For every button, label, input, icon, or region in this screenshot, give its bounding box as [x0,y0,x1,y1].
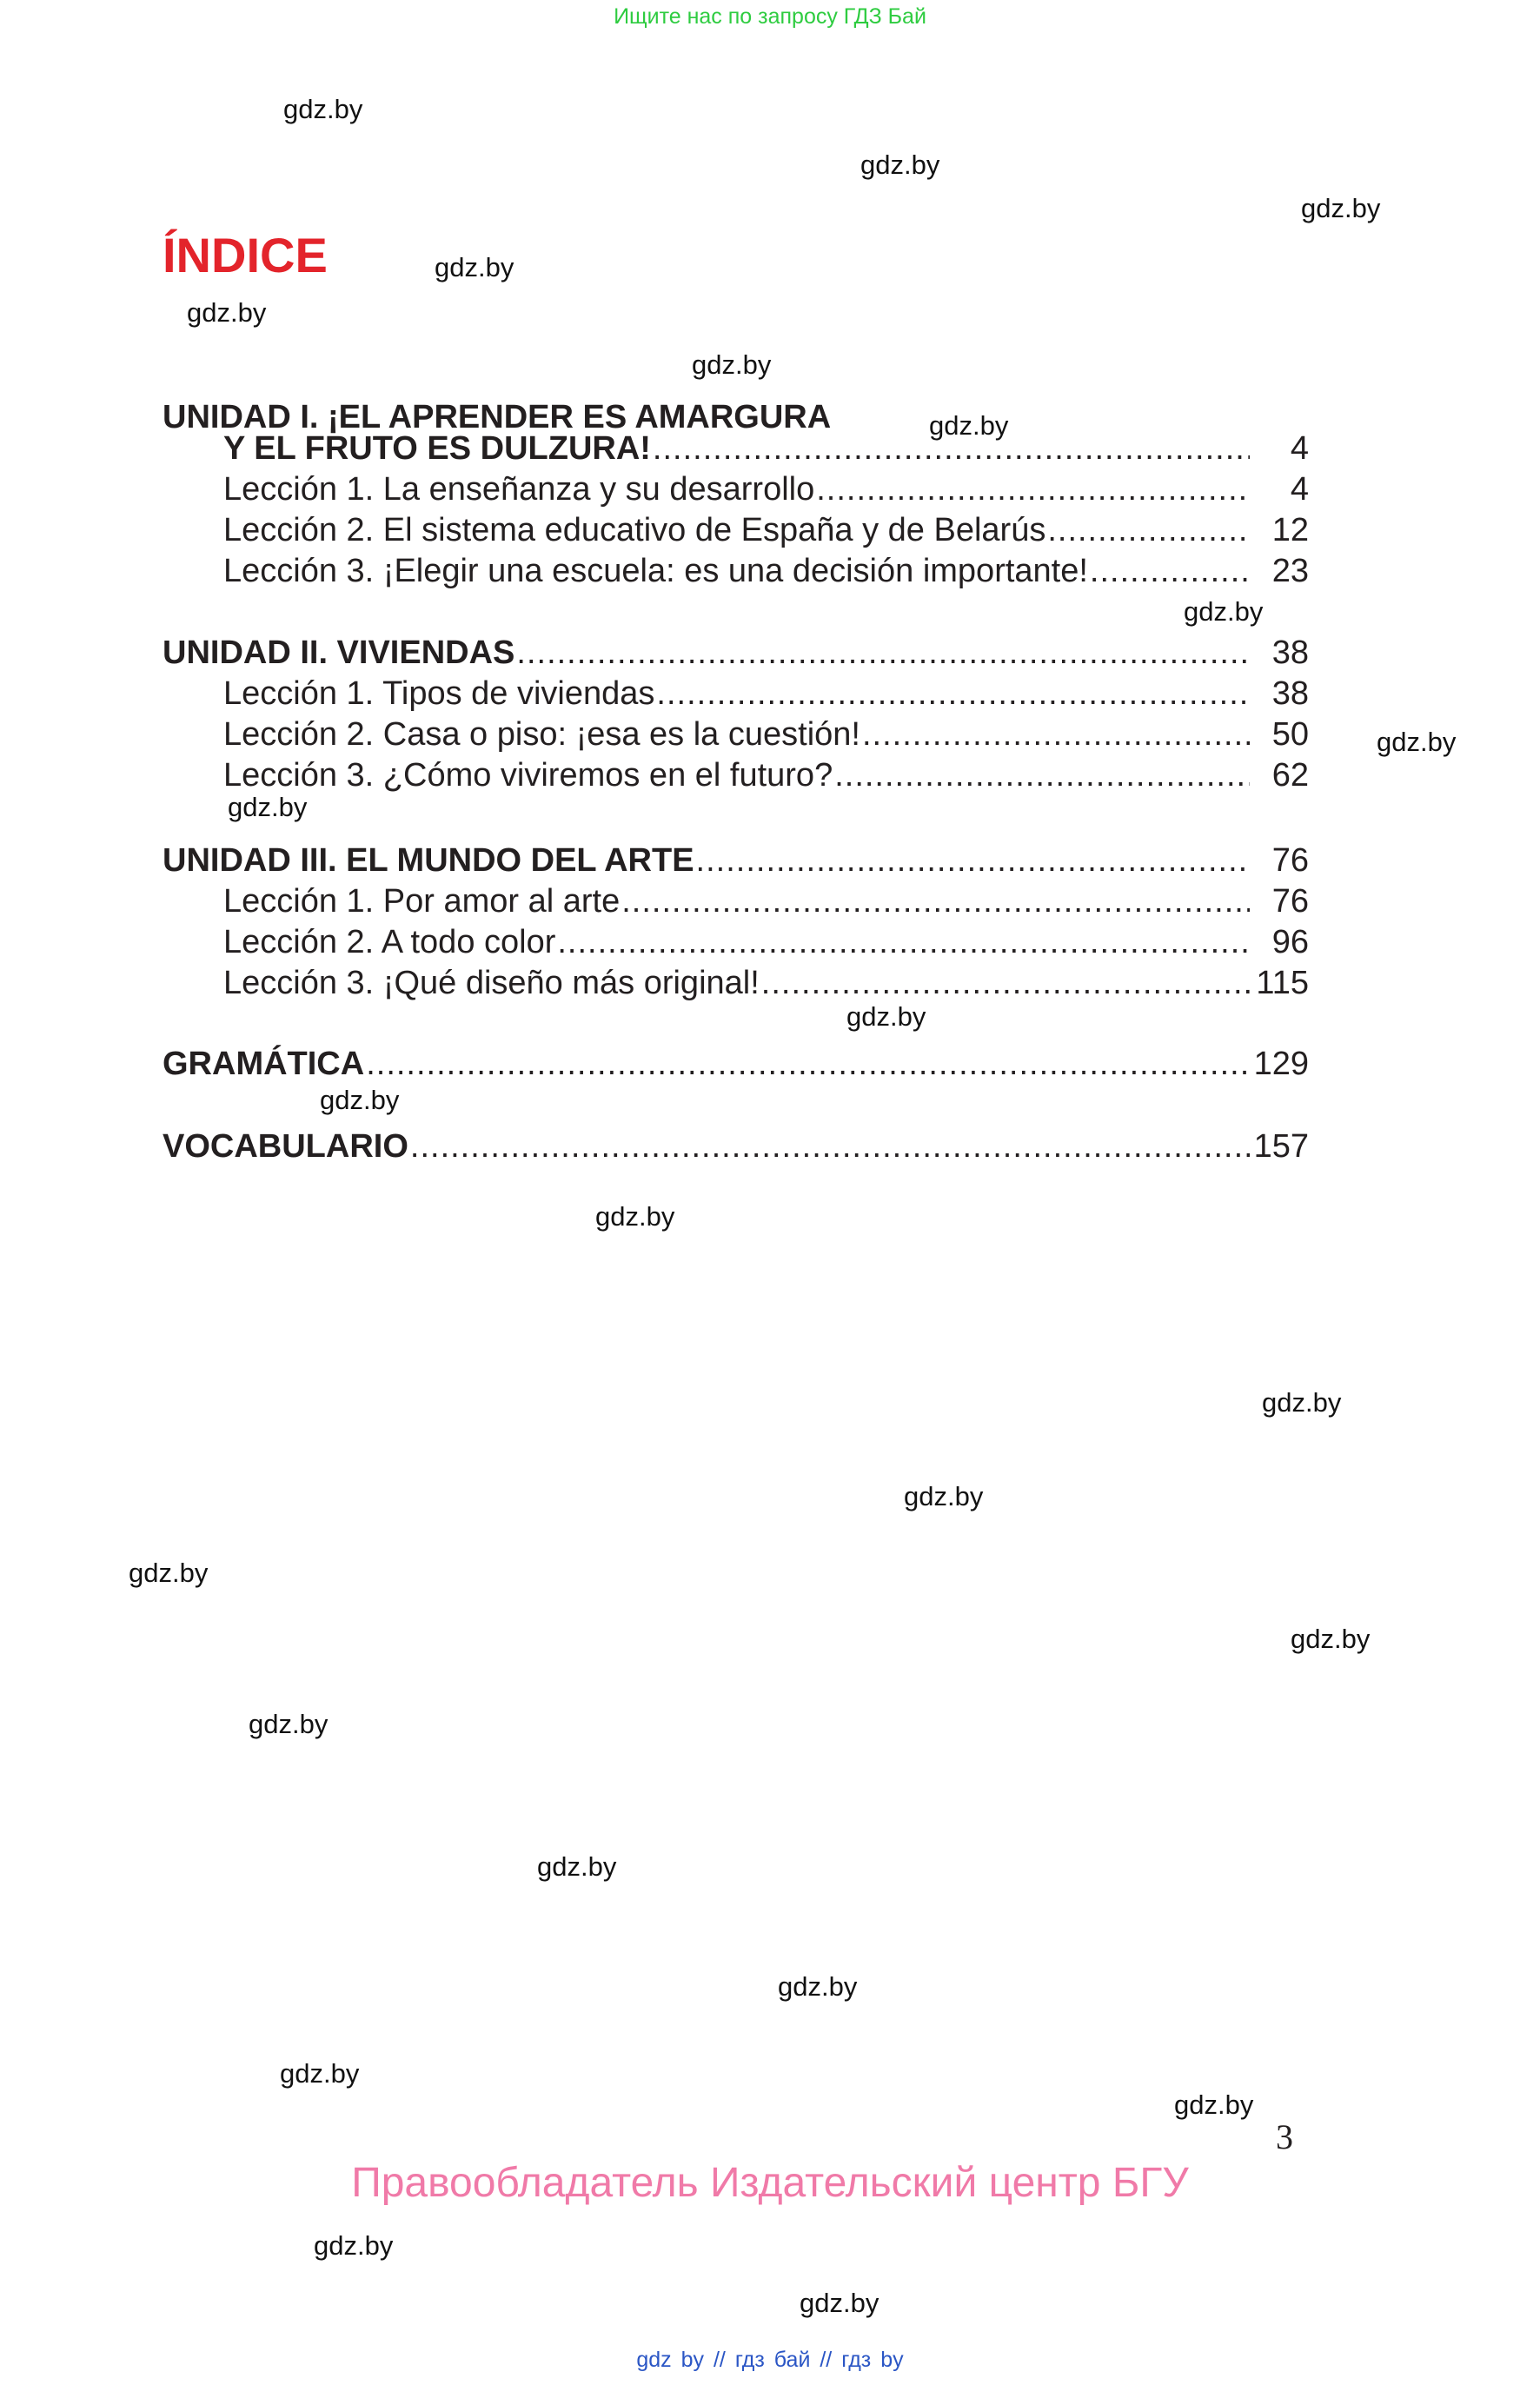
toc-page: 96 [1271,924,1309,960]
toc-leader [621,881,1250,921]
toc-leader [833,388,1250,428]
toc-unit-1-title [163,388,1309,435]
watermark: gdz.by [800,2288,880,2318]
watermark: gdz.by [1291,1624,1371,1654]
watermark: gdz.by [1301,193,1381,223]
watermark: gdz.by [846,1001,926,1032]
watermark: gdz.by [1377,727,1457,757]
watermark: gdz.by [228,792,308,822]
watermark: gdz.by [692,349,772,380]
watermark: gdz.by [1184,596,1264,627]
toc-label: UNIDAD III. EL MUNDO DEL ARTE [163,842,694,879]
toc-label: UNIDAD I. ¡EL APRENDER ES AMARGURA [163,399,832,435]
toc-label: Lección 1. Por amor al arte [223,883,621,920]
toc-page: 12 [1271,512,1309,548]
watermark: gdz.by [129,1558,209,1588]
toc-page: 129 [1253,1046,1309,1082]
watermark: gdz.by [904,1481,984,1511]
toc-lesson [223,510,1309,550]
watermark: gdz.by [187,297,267,328]
toc-leader [557,922,1250,962]
toc-page: 50 [1271,716,1309,753]
toc-label: UNIDAD II. VIVIENDAS [163,634,515,671]
toc-unit-2 [163,633,1309,673]
toc-leader [834,755,1250,795]
top-banner: Ищите нас по запросу ГДЗ Бай [614,4,926,29]
toc-unit-1-title-cont [223,429,1309,468]
toc-lesson [223,551,1309,591]
toc-page: 115 [1256,965,1309,1001]
toc-page: 4 [1290,430,1309,467]
toc-label: Lección 2. Casa o piso: ¡esa es la cuestión! [223,716,860,753]
toc-label: Y EL FRUTO ES DULZURA! [223,430,651,467]
toc-lesson [223,755,1309,795]
toc-lesson [223,674,1309,714]
toc-lesson [223,714,1309,754]
watermark: gdz.by [314,2230,394,2261]
toc-leader [696,840,1250,880]
toc-label: GRAMÁTICA [163,1046,365,1082]
toc-page: 38 [1271,675,1309,712]
watermark: gdz.by [283,94,363,124]
toc-label: VOCABULARIO [163,1128,408,1165]
toc-page: 62 [1271,757,1309,794]
toc-lesson [223,963,1309,1003]
toc-label: Lección 3. ¡Elegir una escuela: es una decisión importante! [223,553,1088,589]
toc-lesson [223,881,1309,921]
watermark: gdz.by [595,1201,675,1232]
toc-page: 157 [1253,1128,1309,1165]
toc-label: Lección 3. ¡Qué diseño más original! [223,965,760,1001]
watermark: gdz.by [435,252,514,282]
toc-leader [761,963,1250,1003]
toc-page: 76 [1271,842,1309,879]
page-number: 3 [1276,2117,1293,2156]
toc-vocabulary [163,1126,1309,1166]
watermark: gdz.by [1174,2089,1254,2120]
watermark: gdz.by [929,410,1009,441]
watermark: gdz.by [537,1851,617,1882]
toc-leader [862,714,1250,754]
toc-leader [816,469,1250,509]
page-title: ÍNDICE [163,228,328,282]
toc-unit-3 [163,840,1309,880]
toc-page: 4 [1290,471,1309,508]
watermark: gdz.by [1262,1387,1342,1418]
toc-label: Lección 1. Tipos de viviendas [223,675,655,712]
toc-leader [1090,551,1250,591]
toc-grammar [163,1044,1309,1084]
watermark: gdz.by [860,149,940,180]
toc-leader [516,633,1250,673]
toc-page: 23 [1271,553,1309,589]
toc-leader [366,1044,1250,1084]
toc-label: Lección 3. ¿Cómo viviremos en el futuro? [223,757,833,794]
watermark: gdz.by [320,1085,400,1115]
toc-leader [1047,510,1250,550]
toc-page: 76 [1271,883,1309,920]
bottom-links[interactable]: gdz by // гдз бай // гдз by [636,2348,904,2372]
watermark: gdz.by [280,2058,360,2089]
toc-label: Lección 2. A todo color [223,924,556,960]
toc-lesson [223,469,1309,509]
publisher-notice: Правообладатель Издательский центр БГУ [351,2160,1189,2206]
toc-label: Lección 2. El sistema educativo de España y de Belarús [223,512,1046,548]
watermark: gdz.by [778,1971,858,2002]
toc-lesson [223,922,1309,962]
watermark: gdz.by [249,1709,329,1739]
toc-leader [656,674,1250,714]
toc-leader [410,1126,1250,1166]
toc-label: Lección 1. La enseñanza y su desarrollo [223,471,815,508]
toc-page: 38 [1271,634,1309,671]
